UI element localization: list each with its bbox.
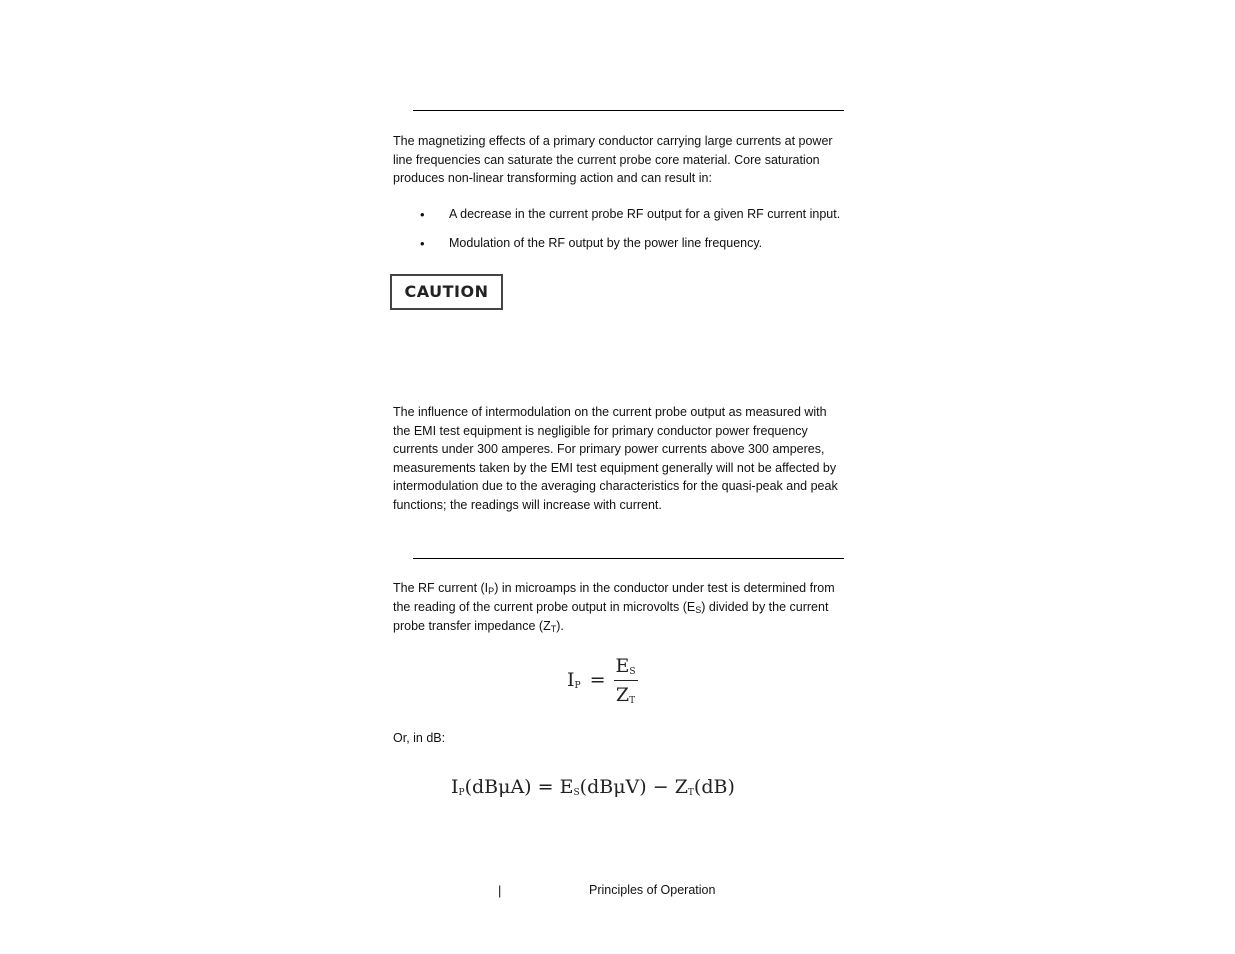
footer-section-title: Principles of Operation (589, 883, 716, 897)
list-item (393, 234, 853, 263)
list-item-text: A decrease in the current probe RF output for a given RF current input. (449, 207, 841, 221)
fraction-denominator: $Z_T$ (615, 683, 636, 706)
equation-fraction (614, 655, 638, 706)
footer-separator: | (498, 883, 502, 898)
rf-current-paragraph: The RF current $(I_P)$ in microamps in the conductor under test is determined from the reading of the current probe output in microvolts $(E_S)$ divided by the current probe transfer impedance $(Z_T)$. (393, 581, 835, 634)
section-divider-top (413, 110, 844, 111)
intro-paragraph: The magnetizing effects of a primary conductor carrying large currents at power line frequencies can saturate the current probe core material. Core saturation produces non-linear transforming action and can result in: (393, 134, 833, 186)
caution-label: CAUTION (390, 274, 503, 310)
or-in-db-text: Or, in dB: (393, 731, 446, 745)
bullet-icon: • (420, 207, 425, 222)
list-item-text: Modulation of the RF output by the power line frequency. (449, 236, 763, 250)
list-item (393, 205, 853, 234)
equation-lhs: $I_P$ (567, 669, 581, 691)
fraction-numerator: $E_S$ (614, 655, 638, 681)
section-divider-bottom (413, 558, 844, 559)
current-equation (567, 650, 638, 710)
equals-sign: = (589, 669, 606, 691)
bullet-icon: • (420, 236, 425, 251)
db-equation: $I_P(dB\mu A) = E_S(dB\mu V) - Z_T(dB)$ (451, 776, 735, 798)
intermodulation-paragraph: The influence of intermodulation on the current probe output as measured with the EMI test equipment is negligible for primary conductor power frequency currents under 300 amperes. For primary power currents above 300 amperes, measurements taken by the EMI test equipment generally will not be affected by intermodulation due to the averaging characteristics for the quasi-peak and peak functions; the readings will increase with current. (393, 405, 838, 512)
saturation-effects-list (393, 205, 853, 263)
